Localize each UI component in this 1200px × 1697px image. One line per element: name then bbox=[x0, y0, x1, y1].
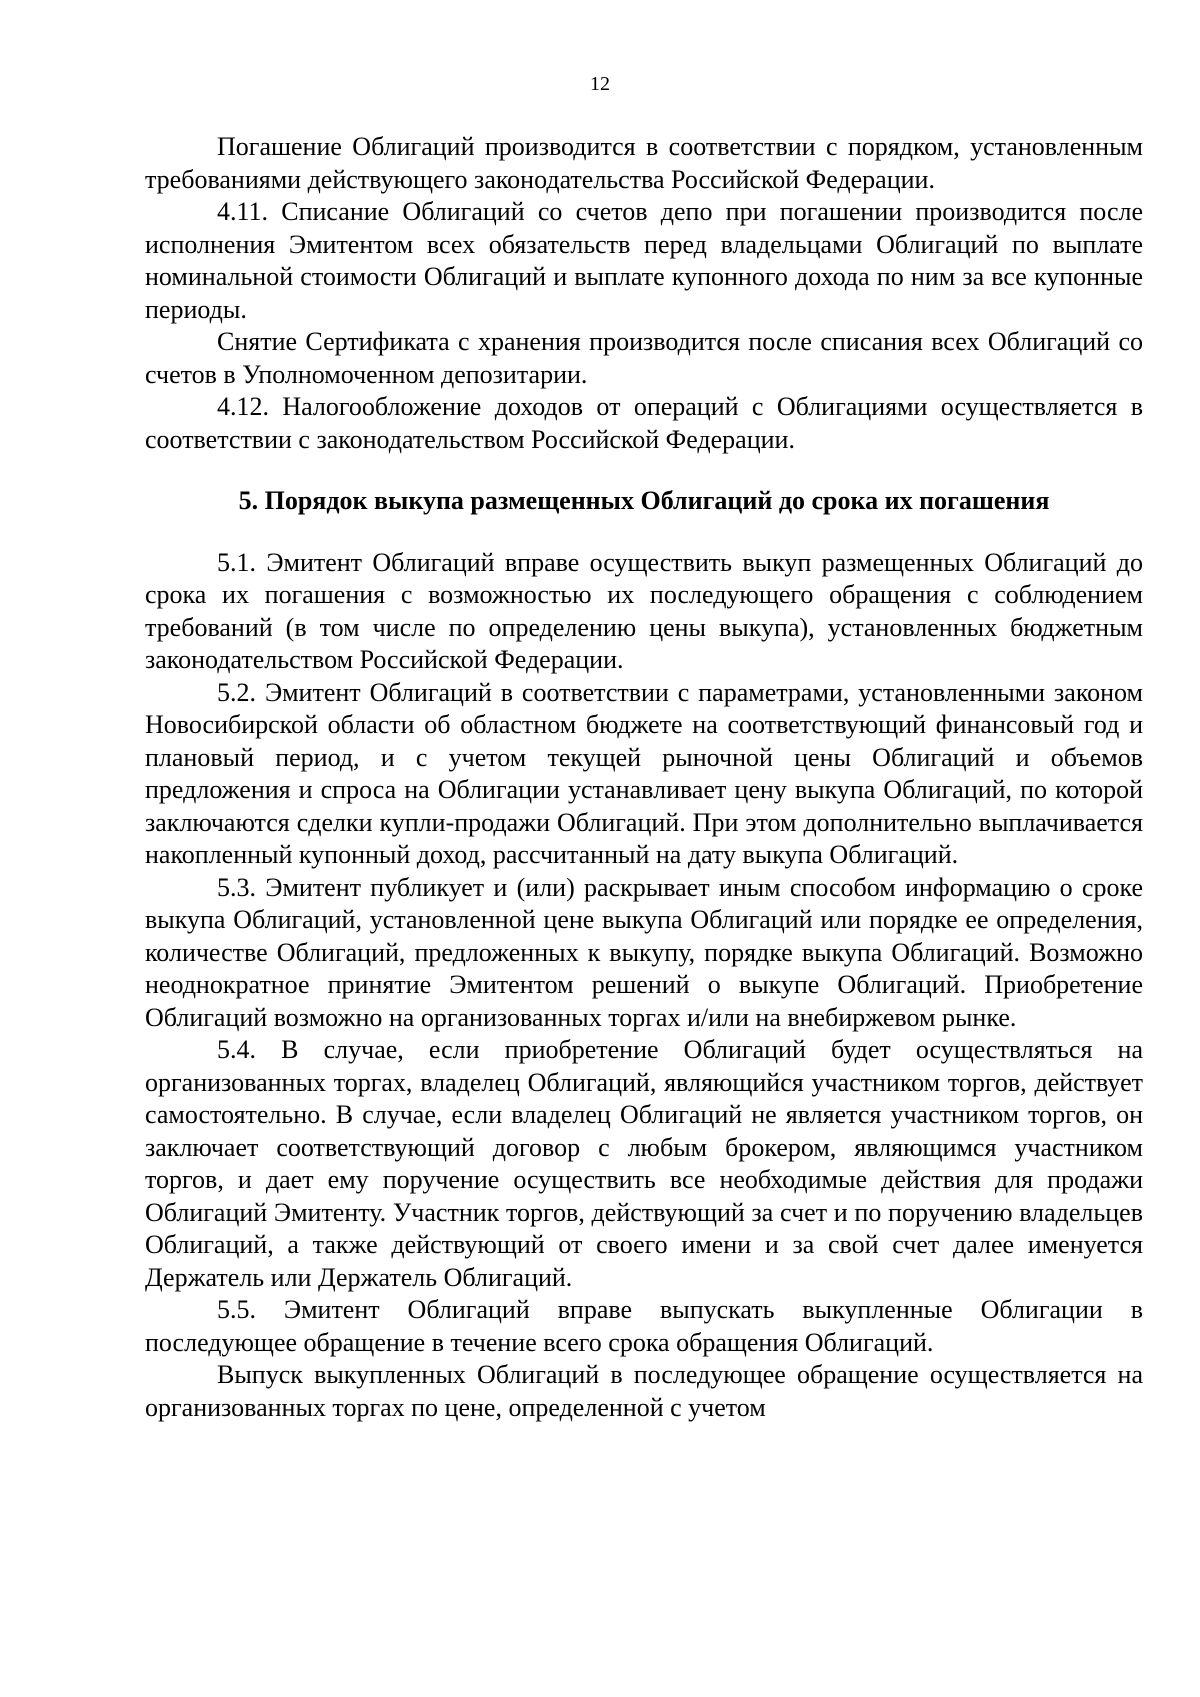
section-5-heading: 5. Порядок выкупа размещенных Облигаций до срока их погашения bbox=[238, 486, 1050, 515]
paragraph-5-2: 5.2. Эмитент Облигаций в соответствии с параметрами, установленными законом Новосибирской области об областном бюджете на соответствующий финансовый год и плановый период, и с учетом текущей рыночной цены Облигаций и объемов предложения и спроса на Облигации устанавливает цену выкупа Облигаций, по которой заключаются сделки купли-продажи Облигаций. При этом дополнительно выплачивается накопленный купонный доход, рассчитанный на дату выкупа Облигаций. bbox=[145, 677, 1143, 869]
document-body bbox=[145, 131, 1143, 1424]
paragraph-redemption-procedure: Погашение Облигаций производится в соответствии с порядком, установленным требованиями действующего законодательства Российской Федерации. bbox=[145, 132, 1143, 194]
paragraph-5-3: 5.3. Эмитент публикует и (или) раскрывает иным способом информацию о сроке выкупа Облигаций, установленной цене выкупа Облигаций или порядке ее определения, количестве Облигаций, предложенных к выкупу, порядке выкупа Облигаций. Возможно неоднократное принятие Эмитентом решений о выкупе Облигаций. Приобретение Облигаций возможно на организованных торгах и/или на внебиржевом рынке. bbox=[145, 872, 1143, 1032]
paragraph-reissue: Выпуск выкупленных Облигаций в последующее обращение осуществляется на организованных торгах по цене, определенной с учетом bbox=[145, 1360, 1143, 1422]
paragraph-5-5: 5.5. Эмитент Облигаций вправе выпускать выкупленные Облигации в последующее обращение в течение всего срока обращения Облигаций. bbox=[145, 1295, 1143, 1357]
paragraph-5-4: 5.4. В случае, если приобретение Облигаций будет осуществляться на организованных торгах, владелец Облигаций, являющийся участником торгов, действует самостоятельно. В случае, если владелец Облигаций не является участником торгов, он заключает соответствующий договор с любым брокером, являющимся участником торгов, и дает ему поручение осуществить все необходимые действия для продажи Облигаций Эмитенту. Участник торгов, действующий за счет и по поручению владельцев Облигаций, а также действующий от своего имени и за свой счет далее именуется Держатель или Держатель Облигаций. bbox=[145, 1035, 1143, 1292]
paragraph-4-12: 4.12. Налогообложение доходов от операций с Облигациями осуществляется в соответствии с законодательством Российской Федерации. bbox=[145, 392, 1143, 454]
page-number: 12 bbox=[590, 73, 610, 95]
paragraph-certificate-removal: Снятие Сертификата с хранения производится после списания всех Облигаций со счетов в Уполномоченном депозитарии. bbox=[145, 327, 1143, 389]
paragraph-5-1: 5.1. Эмитент Облигаций вправе осуществить выкуп размещенных Облигаций до срока их погашения с возможностью их последующего обращения с соблюдением требований (в том числе по определению цены выкупа), установленных бюджетным законодательством Российской Федерации. bbox=[145, 547, 1143, 674]
paragraph-4-11: 4.11. Списание Облигаций со счетов депо при погашении производится после исполнения Эмитентом всех обязательств перед владельцами Облигаций по выплате номинальной стоимости Облигаций и выплате купонного дохода по ним за все купонные периоды. bbox=[145, 197, 1143, 324]
